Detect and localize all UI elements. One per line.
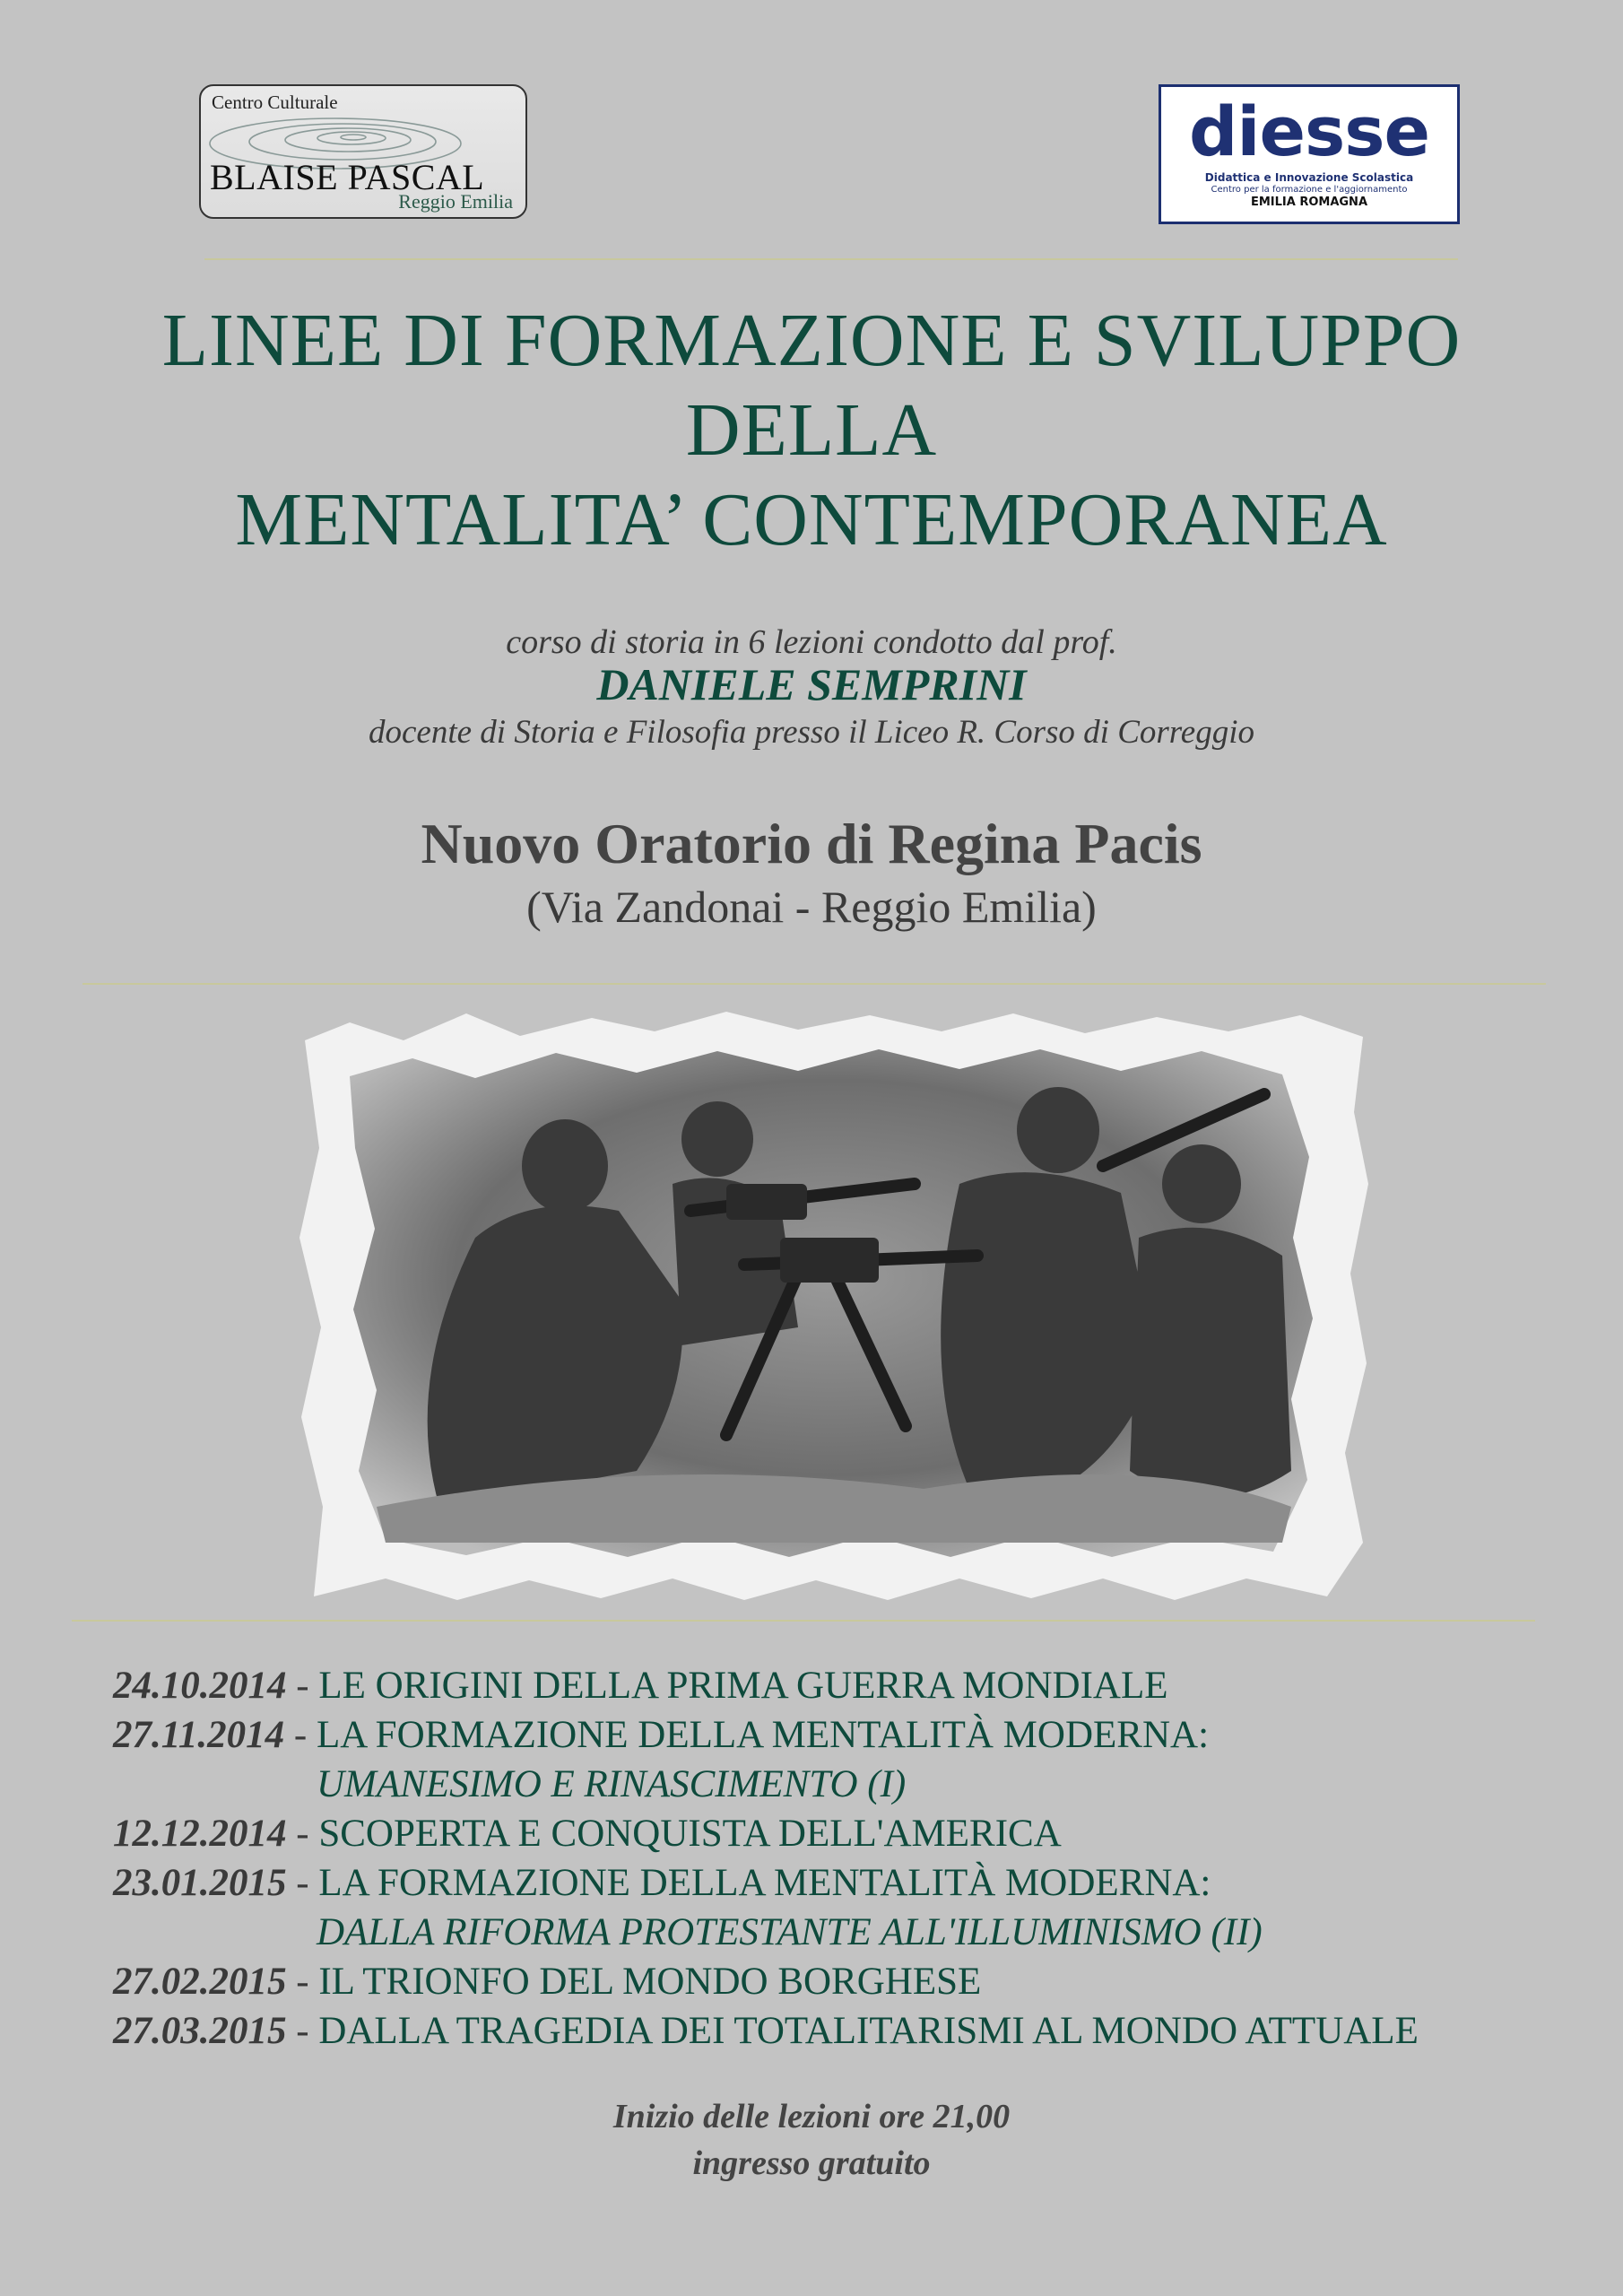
lesson-date: 23.01.2015 (113, 1862, 287, 1904)
lesson-schedule (113, 1661, 1584, 2056)
venue-address: (Via Zandonai - Reggio Emilia) (526, 882, 1097, 932)
diesse-region: EMILIA ROMAGNA (1250, 196, 1368, 209)
logo-bp-line2: BLAISE PASCAL (210, 157, 485, 197)
lesson-topic: SCOPERTA E CONQUISTA DELL'AMERICA (318, 1813, 1062, 1855)
logo-bp-line3: Reggio Emilia (398, 190, 513, 213)
divider-bottom (72, 1620, 1535, 1622)
lesson-row (113, 1661, 1584, 1710)
poster-title (0, 296, 1623, 565)
diesse-logo (1159, 84, 1460, 224)
lesson-separator: - (286, 2010, 319, 2052)
diesse-tagline: Didattica e Innovazione Scolastica (1204, 171, 1414, 184)
blaise-pascal-logo (199, 84, 527, 219)
lesson-topic: LE ORIGINI DELLA PRIMA GUERRA MONDIALE (318, 1665, 1168, 1707)
free-entry-note: ingresso gratuito (692, 2144, 931, 2182)
lesson-date: 27.03.2015 (113, 2010, 287, 2052)
speaker-name: DANIELE SEMPRINI (596, 659, 1027, 709)
speaker-role: docente di Storia e Filosofia presso il Liceo R. Corso di Correggio (369, 714, 1254, 751)
soldiers-photo (296, 1004, 1372, 1605)
lesson-row (113, 1957, 1584, 2006)
lesson-row (113, 1858, 1584, 1908)
lesson-start-time: Inizio delle lezioni ore 21,00 (612, 2098, 1011, 2135)
lesson-separator: - (286, 1961, 319, 2003)
venue-name: Nuovo Oratorio di Regina Pacis (421, 812, 1202, 875)
lesson-topic: IL TRIONFO DEL MONDO BORGHESE (318, 1961, 982, 2003)
diesse-name: diesse (1188, 91, 1429, 171)
title-line3: MENTALITA’ CONTEMPORANEA (235, 478, 1388, 561)
lesson-row (113, 2006, 1584, 2056)
lesson-date: 27.02.2015 (113, 1961, 287, 2003)
lesson-separator: - (286, 1665, 319, 1707)
lesson-topic: LA FORMAZIONE DELLA MENTALITÀ MODERNA: (318, 1862, 1211, 1904)
diesse-tagline2: Centro per la formazione e l'aggiornamento (1211, 185, 1408, 195)
lesson-subrow (113, 1908, 1584, 1957)
course-intro: corso di storia in 6 lezioni condotto dal prof. (506, 623, 1117, 661)
lesson-subtopic: UMANESIMO E RINASCIMENTO (I) (317, 1763, 907, 1805)
lesson-separator: - (286, 1862, 319, 1904)
title-line1: LINEE DI FORMAZIONE E SVILUPPO (161, 299, 1462, 382)
lesson-date: 27.11.2014 (113, 1714, 285, 1756)
lesson-topic: LA FORMAZIONE DELLA MENTALITÀ MODERNA: (316, 1714, 1210, 1756)
divider-top (204, 258, 1458, 260)
lesson-date: 12.12.2014 (113, 1813, 287, 1855)
lesson-date: 24.10.2014 (113, 1665, 287, 1707)
divider-middle (82, 983, 1546, 985)
lesson-separator: - (284, 1714, 317, 1756)
lesson-row (113, 1809, 1584, 1858)
lesson-row (113, 1710, 1584, 1760)
lesson-separator: - (286, 1813, 319, 1855)
lesson-topic: DALLA TRAGEDIA DEI TOTALITARISMI AL MONDO ATTUALE (318, 2010, 1419, 2052)
logo-bp-line1: Centro Culturale (212, 91, 338, 113)
lesson-subtopic: DALLA RIFORMA PROTESTANTE ALL'ILLUMINISMO (II) (317, 1911, 1263, 1953)
title-line2: DELLA (685, 388, 938, 472)
lesson-subrow (113, 1760, 1584, 1809)
